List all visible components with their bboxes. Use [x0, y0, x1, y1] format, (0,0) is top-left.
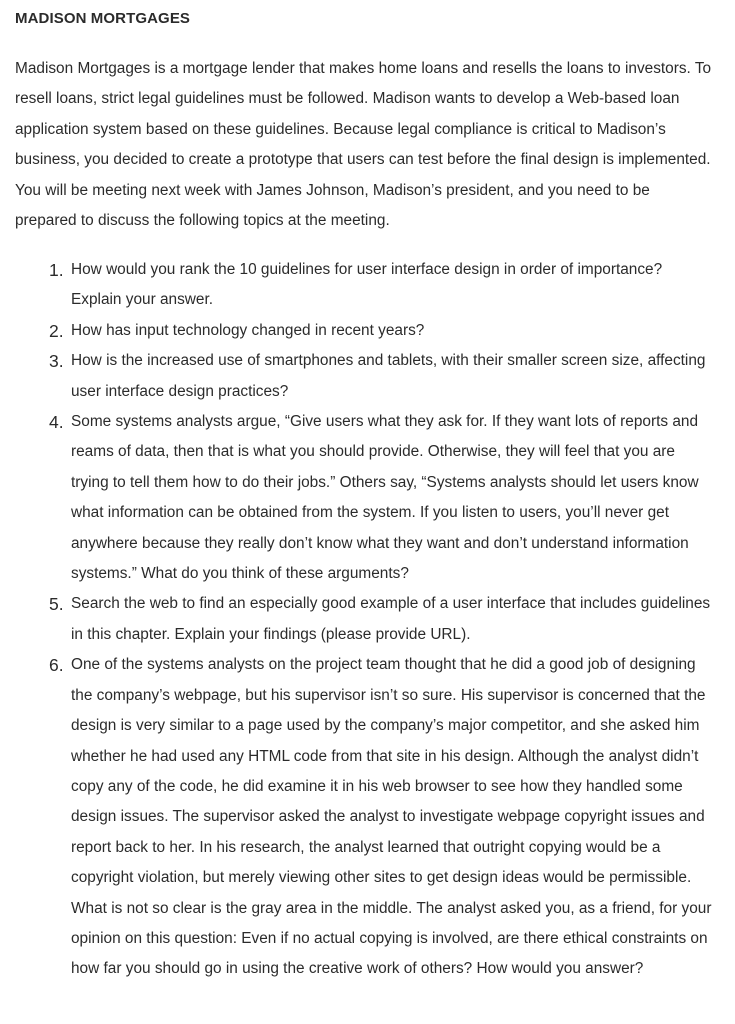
question-number: 6. — [49, 655, 64, 676]
question-text: How has input technology changed in recent years? — [71, 321, 425, 339]
question-text: How is the increased use of smartphones and tablets, with their smaller screen size, affecting user interface design practices? — [71, 352, 706, 400]
question-text: Search the web to find an especially good example of a user interface that includes guidelines in this chapter. Explain your findings (please provide URL). — [71, 595, 711, 643]
question-number: 2. — [49, 320, 64, 341]
question-item-4 — [0, 407, 735, 589]
intro-paragraph: Madison Mortgages is a mortgage lender that makes home loans and resells the loans to investors. To resell loans, strict legal guidelines must be followed. Madison wants to develop a Web-based loan application system based on these guidelines. Because legal compliance is critical to Madison’s business, you decided to create a prototype that users can test before the final design is implemented. You will be meeting next week with James Johnson, Madison’s president, and you need to be prepared to discuss the following topics at the meeting. — [15, 60, 712, 230]
question-item-5 — [0, 589, 735, 650]
question-number: 4. — [49, 412, 64, 433]
question-item-6 — [0, 650, 735, 984]
question-text: How would you rank the 10 guidelines for user interface design in order of importance? Explain your answer. — [71, 261, 663, 309]
question-number: 5. — [49, 594, 64, 615]
question-number: 1. — [49, 260, 64, 280]
question-item-3 — [0, 346, 735, 407]
question-text: Some systems analysts argue, “Give users what they ask for. If they want lots of reports and reams of data, then that is what you should provide. Otherwise, they will feel that you are trying to tell them how to do their jobs.” Others say, “Systems analysts should let users know what information can be obtained from the system. If you listen to users, you’ll never get anywhere because they really don’t know what they want and don’t understand information systems.” What do you think of these arguments? — [71, 413, 699, 583]
question-number: 3. — [49, 351, 64, 372]
document-title: MADISON MORTGAGES — [15, 10, 191, 27]
question-list — [0, 255, 735, 985]
question-item-1 — [0, 255, 735, 316]
question-text: One of the systems analysts on the project team thought that he did a good job of designing the company’s webpage, but his supervisor isn’t so sure. His supervisor is concerned that the design is very similar to a page used by the company’s major competitor, and she asked him whether he had used any HTML code from that site in his design. Although the analyst didn’t copy any of the code, he did examine it in his web browser to see how they handled some design issues. The supervisor asked the analyst to investigate webpage copyright issues and report back to her. In his research, the analyst learned that outright copying would be a copyright violation, but merely viewing other sites to get design ideas would be permissible. What is not so clear is the gray area in the middle. The analyst asked you, as a friend, for your opinion on this question: Even if no actual copying is involved, are there ethical constraints on how far you should go in using the creative work of others? How would you answer? — [71, 656, 712, 978]
question-item-2 — [0, 316, 735, 346]
